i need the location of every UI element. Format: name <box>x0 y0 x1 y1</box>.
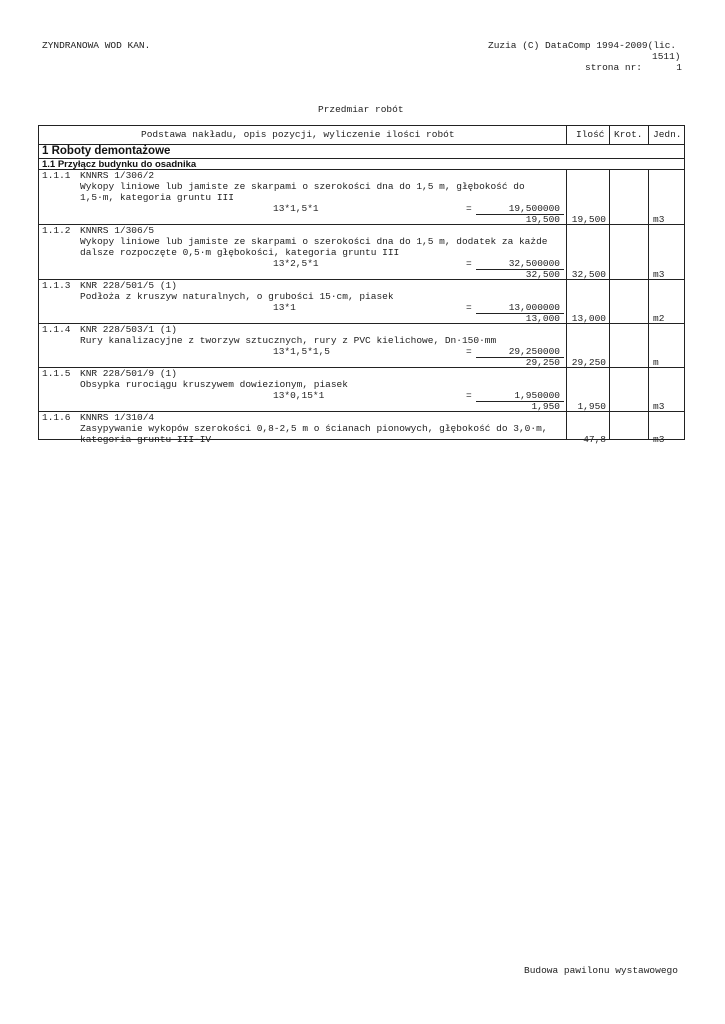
item-quantity: 13,000 <box>571 313 606 324</box>
col-sep-unit <box>648 126 649 440</box>
item-description: Rury kanalizacyjne z tworzyw sztucznych, rury z PVC kielichowe, Dn·150·mm <box>80 335 497 346</box>
item-formula: 13*1,5*1 <box>273 203 319 214</box>
item-result: 1,950000 <box>514 390 560 401</box>
item-unit: m2 <box>653 313 665 324</box>
subsection-title: 1.1 Przyłącz budynku do osadnika <box>42 159 197 170</box>
item-equals: = <box>466 390 472 401</box>
page-number: 1 <box>676 62 682 73</box>
item-code: KNR 228/501/9 (1) <box>80 368 177 379</box>
item-subtotal: 19,500 <box>525 214 560 225</box>
item-unit: m3 <box>653 401 665 412</box>
company-name: ZYNDRANOWA WOD KAN. <box>42 40 151 51</box>
col-header-quantity: Ilość <box>576 129 605 140</box>
page-number-line <box>585 62 682 73</box>
item-description: Obsypka rurociągu kruszywem dowiezionym, piasek <box>80 379 348 390</box>
item-result: 29,250000 <box>508 346 560 357</box>
item-description: dalsze rozpoczęte 0,5·m głębokości, kategoria gruntu III <box>80 247 400 258</box>
item-result: 19,500000 <box>508 203 560 214</box>
item-description: kategoria gruntu III-IV <box>80 434 212 445</box>
item-quantity: 1,950 <box>577 401 606 412</box>
item-code: KNR 228/503/1 (1) <box>80 324 177 335</box>
item-description: Wykopy liniowe lub jamiste ze skarpami o szerokości dna do 1,5 m, głębokość do <box>80 181 525 192</box>
item-equals: = <box>466 258 472 269</box>
item-number: 1.1.5 <box>42 368 71 379</box>
item-quantity: 19,500 <box>571 214 606 225</box>
item-unit: m3 <box>653 434 665 445</box>
software-info <box>488 40 688 73</box>
col-sep-quantity <box>566 126 567 440</box>
col-header-description: Podstawa nakładu, opis pozycji, wyliczenie ilości robót <box>141 129 455 140</box>
item-equals: = <box>466 203 472 214</box>
section-title: 1 Roboty demontażowe <box>42 145 171 157</box>
item-unit: m <box>653 357 659 368</box>
item-number: 1.1.1 <box>42 170 71 181</box>
item-formula: 13*1 <box>273 302 296 313</box>
item-subtotal: 1,950 <box>531 401 560 412</box>
col-sep-times <box>609 126 610 440</box>
item-code: KNNRS 1/306/5 <box>80 225 155 236</box>
project-name-footer: Budowa pawilonu wystawowego <box>524 965 678 976</box>
page-label: strona nr: <box>585 62 643 73</box>
item-code: KNNRS 1/306/2 <box>80 170 155 181</box>
item-number: 1.1.4 <box>42 324 71 335</box>
col-header-times: Krot. <box>614 129 643 140</box>
item-code: KNR 228/501/5 (1) <box>80 280 177 291</box>
item-code: KNNRS 1/310/4 <box>80 412 155 423</box>
document-title: Przedmiar robót <box>318 104 404 115</box>
item-result: 32,500000 <box>508 258 560 269</box>
item-formula: 13*0,15*1 <box>273 390 325 401</box>
item-unit: m3 <box>653 214 665 225</box>
item-formula: 13*1,5*1,5 <box>273 346 331 357</box>
item-formula: 13*2,5*1 <box>273 258 319 269</box>
software-line-1: Zuzia (C) DataComp 1994-2009(lic. <box>488 40 677 51</box>
item-unit: m3 <box>653 269 665 280</box>
item-description: Wykopy liniowe lub jamiste ze skarpami o szerokości dna do 1,5 m, dodatek za każde <box>80 236 548 247</box>
col-header-unit: Jedn. <box>653 129 682 140</box>
bill-of-quantities-table <box>38 125 685 445</box>
item-description: Zasypywanie wykopów szerokości 0,8-2,5 m o ścianach pionowych, głębokość do 3,0·m, <box>80 423 548 434</box>
item-number: 1.1.3 <box>42 280 71 291</box>
item-subtotal: 29,250 <box>525 357 560 368</box>
item-equals: = <box>466 302 472 313</box>
item-quantity: 47,8 <box>583 434 606 445</box>
software-line-2: 1511) <box>652 51 681 62</box>
item-subtotal: 32,500 <box>525 269 560 280</box>
item-quantity: 32,500 <box>571 269 606 280</box>
item-equals: = <box>466 346 472 357</box>
item-number: 1.1.2 <box>42 225 71 236</box>
item-number: 1.1.6 <box>42 412 71 423</box>
item-result: 13,000000 <box>508 302 560 313</box>
item-quantity: 29,250 <box>571 357 606 368</box>
item-description: 1,5·m, kategoria gruntu III <box>80 192 234 203</box>
item-subtotal: 13,000 <box>525 313 560 324</box>
item-description: Podłoża z kruszyw naturalnych, o grubości 15·cm, piasek <box>80 291 394 302</box>
